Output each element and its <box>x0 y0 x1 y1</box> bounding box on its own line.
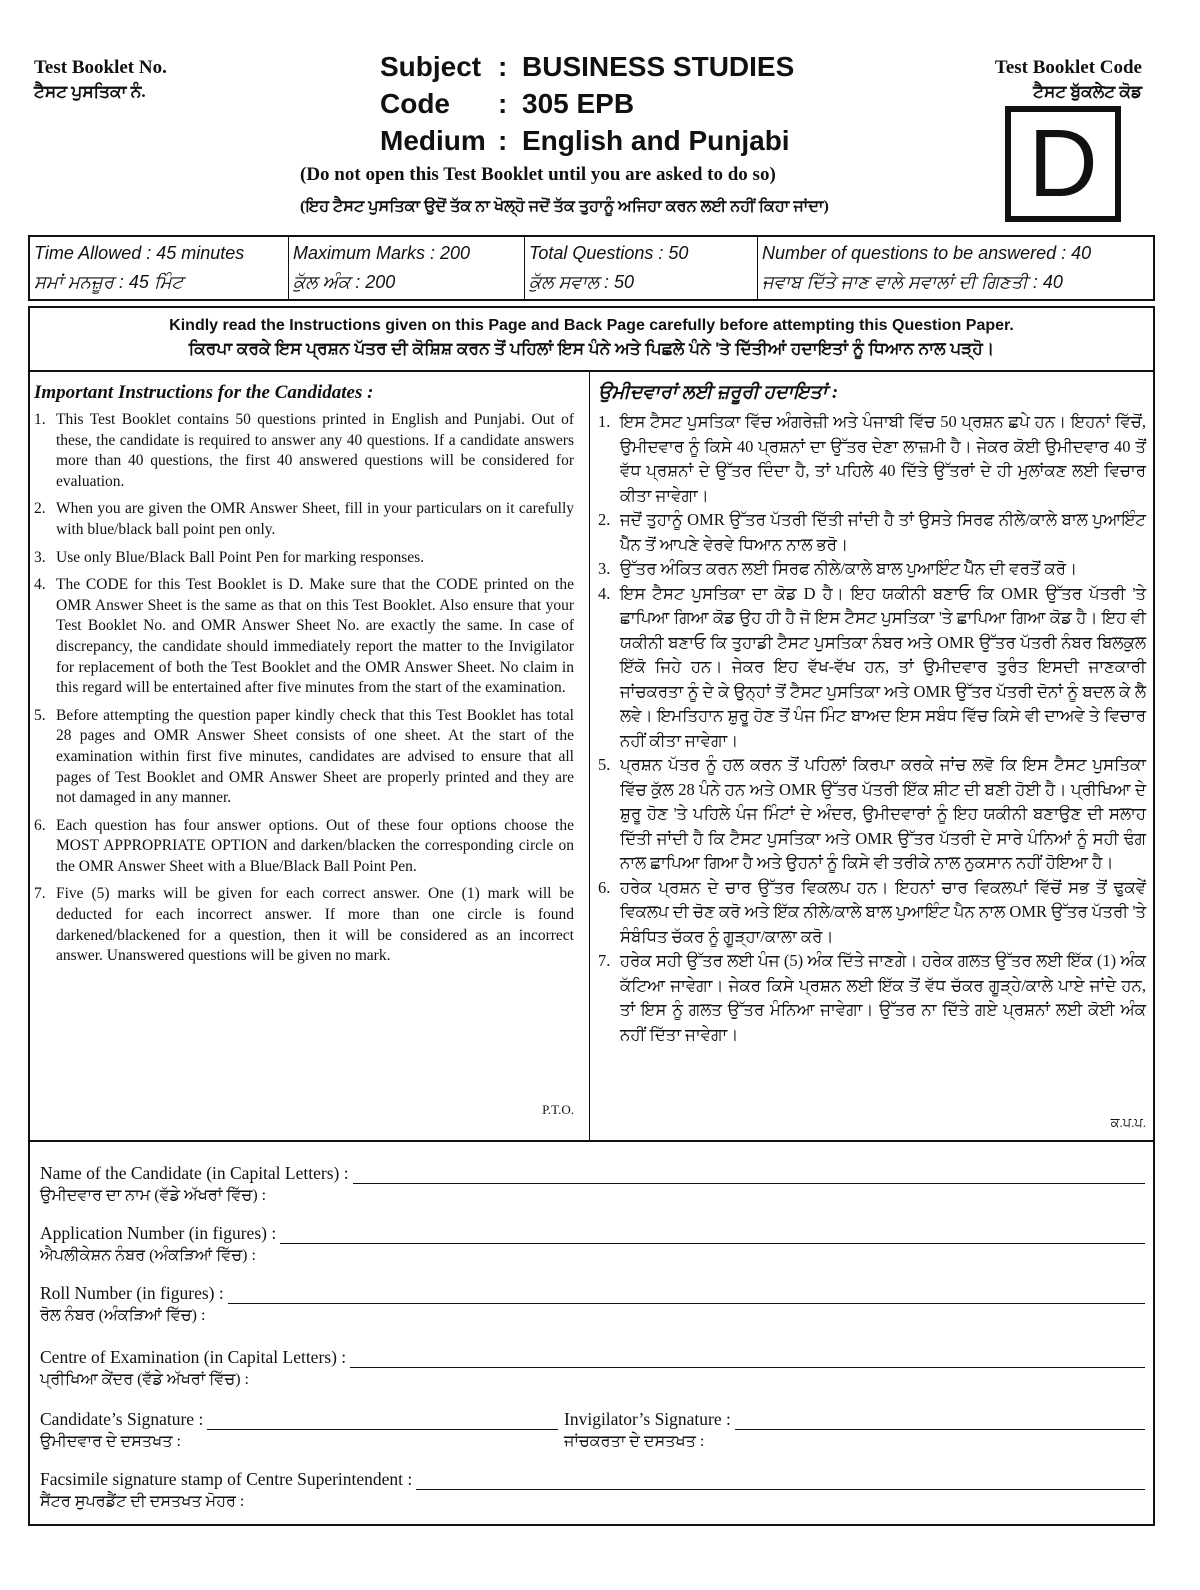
time-allowed-en: Time Allowed : 45 minutes <box>34 243 245 263</box>
name-row <box>40 1160 1145 1208</box>
booklet-code-label-pa: ਟੈਸਟ ਬੁੱਕਲੇਟ ਕੋਡ <box>1033 82 1142 101</box>
questions-to-answer-pa: ਜਵਾਬ ਦਿੱਤੇ ਜਾਣ ਵਾਲੇ ਸਵਾਲਾਂ ਦੀ ਗਿਣਤੀ : 40 <box>762 272 1063 292</box>
colon: : <box>498 88 508 119</box>
invigilator-signature-label-pa: ਜਾਂਚਕਰਤਾ ਦੇ ਦਸਤਖਤ : <box>564 1433 705 1450</box>
name-label: Name of the Candidate (in Capital Letters) : <box>40 1163 349 1183</box>
stamp-label-pa: ਸੈਂਟਰ ਸੁਪਰਡੈਂਟ ਦੀ ਦਸਤਖਤ ਮੋਹਰ : <box>40 1493 245 1510</box>
column-divider <box>589 370 590 1140</box>
instructions-title-en: Important Instructions for the Candidates : <box>34 382 374 403</box>
test-booklet-code <box>995 56 1142 104</box>
subject-key: Subject <box>380 51 482 82</box>
invigilator-signature-label: Invigilator’s Signature : <box>564 1409 731 1429</box>
name-field[interactable] <box>353 1166 1145 1184</box>
booklet-code-letter: D <box>1005 106 1121 222</box>
stamp-label: Facsimile signature stamp of Centre Superintendent : <box>40 1469 413 1489</box>
do-not-open-note-pa: (ਇਹ ਟੈਸਟ ਪੁਸਤਿਕਾ ਉਦੋਂ ਤੱਕ ਨਾ ਖੋਲ੍ਹੋ ਜਦੋਂ ਤੱਕ ਤੁਹਾਨੂੰ ਅਜਿਹਾ ਕਰਨ ਲਈ ਨਹੀਂ ਕਿਹਾ ਜਾਂਦਾ) <box>300 198 829 215</box>
instruction-item: 5. Before attempting the question paper kindly check that this Test Booklet has total 28 pages and OMR Answer Sheet consists of one sheet. At the start of the examination within first five minutes, candidates are advised to ensure that all pages of Test Booklet and OMR Answer Sheet are properly printed and they are not damaged in any manner. <box>34 706 574 807</box>
subject-block <box>380 48 794 159</box>
total-questions-pa: ਕੁੱਲ ਸਵਾਲ : 50 <box>529 272 635 292</box>
kindly-read-pa: ਕਿਰਪਾ ਕਰਕੇ ਇਸ ਪ੍ਰਸ਼ਨ ਪੱਤਰ ਦੀ ਕੋਸ਼ਿਸ਼ ਕਰਨ ਤੋਂ ਪਹਿਲਾਂ ਇਸ ਪੰਨੇ ਅਤੇ ਪਿਛਲੇ ਪੰਨੇ 'ਤੇ ਦਿੱਤੀਆਂ ਹਦਾਇਤਾਂ ਨੂੰ ਧਿਆਨ ਨਾਲ ਪੜ੍ਹੋ। <box>188 339 995 358</box>
header <box>0 48 1200 233</box>
pto-en: P.T.O. <box>542 1102 574 1117</box>
booklet-no-label-pa: ਟੈਸਟ ਪੁਸਤਿਕਾ ਨੰ. <box>34 82 146 101</box>
do-not-open-note-en: (Do not open this Test Booklet until you are asked to do so) <box>300 164 776 185</box>
roll-label: Roll Number (in figures) : <box>40 1283 224 1303</box>
roll-number-field[interactable] <box>228 1286 1145 1304</box>
divider <box>30 370 1153 372</box>
test-booklet-no <box>34 56 167 104</box>
instruction-item: 6. ਹਰੇਕ ਪ੍ਰਸ਼ਨ ਦੇ ਚਾਰ ਉੱਤਰ ਵਿਕਲਪ ਹਨ। ਇਹਨਾਂ ਚਾਰ ਵਿਕਲਪਾਂ ਵਿੱਚੋਂ ਸਭ ਤੋਂ ਢੁਕਵੇਂ ਵਿਕਲਪ ਦੀ ਚੋਣ ਕਰੋ ਅਤੇ ਇੱਕ ਨੀਲੇ/ਕਾਲੇ ਬਾਲ ਪੁਆਇੰਟ ਪੈਨ ਨਾਲ OMR ਉੱਤਰ ਪੱਤਰੀ 'ਤੇ ਸੰਬੰਧਿਤ ਚੱਕਰ ਨੂੰ ਗੂੜ੍ਹਾ/ਕਾਲਾ ਕਰੋ। <box>598 877 1146 946</box>
application-label-pa: ਐਪਲੀਕੇਸ਼ਨ ਨੰਬਰ (ਅੰਕੜਿਆਂ ਵਿੱਚ) : <box>40 1247 256 1264</box>
booklet-no-label-en: Test Booklet No. <box>34 57 167 78</box>
instruction-item: 4. The CODE for this Test Booklet is D. Make sure that the CODE printed on the OMR Answer Sheet is the same as that on this Test Booklet. Also ensure that your Test Booklet No. and OMR Answer Sheet No. are exactly the same. In case of discrepancy, the candidate should immediately report the matter to the Invigilator for replacement of both the Test Booklet and the OMR Answer Sheet. No claim in this regard will be entertained after five minutes from the start of the examination. <box>34 576 574 697</box>
roll-label-pa: ਰੋਲ ਨੰਬਰ (ਅੰਕੜਿਆਂ ਵਿੱਚ) : <box>40 1307 206 1324</box>
instruction-item: 7. Five (5) marks will be given for each correct answer. One (1) mark will be deducted for each incorrect answer. If more than one circle is found darkened/blackened for a question, then it will be considered as an incorrect answer. Unanswered questions will be given no mark. <box>34 885 574 965</box>
instruction-item: 1. This Test Booklet contains 50 questions printed in English and Punjabi. Out of these, the candidate is required to answer any 40 questions. If a candidate answers more than 40 questions, the first 40 answered questions will be considered for evaluation. <box>34 411 574 490</box>
roll-row <box>40 1280 1145 1328</box>
centre-row <box>40 1344 1145 1392</box>
code-key: Code <box>380 88 450 119</box>
instructions-frame <box>28 306 1155 1526</box>
centre-label: Centre of Examination (in Capital Letters) : <box>40 1347 347 1367</box>
instruction-item: 3. Use only Blue/Black Ball Point Pen for marking responses. <box>34 548 425 566</box>
instruction-item: 7. ਹਰੇਕ ਸਹੀ ਉੱਤਰ ਲਈ ਪੰਜ (5) ਅੰਕ ਦਿੱਤੇ ਜਾਣਗੇ। ਹਰੇਕ ਗਲਤ ਉੱਤਰ ਲਈ ਇੱਕ (1) ਅੰਕ ਕੱਟਿਆ ਜਾਵੇਗਾ। ਜੇਕਰ ਕਿਸੇ ਪ੍ਰਸ਼ਨ ਲਈ ਇੱਕ ਤੋਂ ਵੱਧ ਚੱਕਰ ਗੂੜ੍ਹੇ/ਕਾਲੇ ਪਾਏ ਜਾਂਦੇ ਹਨ, ਤਾਂ ਇਸ ਨੂੰ ਗਲਤ ਉੱਤਰ ਮੰਨਿਆ ਜਾਵੇਗਾ। ਉੱਤਰ ਨਾ ਦਿੱਤੇ ਗਏ ਪ੍ਰਸ਼ਨਾਂ ਲਈ ਕੋਈ ਅੰਕ ਨਹੀਂ ਦਿੱਤਾ ਜਾਵੇਗਾ। <box>598 951 1146 1044</box>
instruction-item: 2. ਜਦੋਂ ਤੁਹਾਨੂੰ OMR ਉੱਤਰ ਪੱਤਰੀ ਦਿੱਤੀ ਜਾਂਦੀ ਹੈ ਤਾਂ ਉਸਤੇ ਸਿਰਫ ਨੀਲੇ/ਕਾਲੇ ਬਾਲ ਪੁਆਇੰਟ ਪੈੱਨ ਤੋਂ ਆਪਣੇ ਵੇਰਵੇ ਧਿਆਨ ਨਾਲ ਭਰੋ। <box>598 510 1146 554</box>
kindly-read-notice <box>30 314 1153 360</box>
application-number-field[interactable] <box>280 1226 1145 1244</box>
stamp-field[interactable] <box>416 1472 1145 1490</box>
centre-label-pa: ਪ੍ਰੀਖਿਆ ਕੇਂਦਰ (ਵੱਡੇ ਅੱਖਰਾਂ ਵਿੱਚ) : <box>40 1371 250 1388</box>
instruction-item: 4. ਇਸ ਟੈਸਟ ਪੁਸਤਿਕਾ ਦਾ ਕੋਡ D ਹੈ। ਇਹ ਯਕੀਨੀ ਬਣਾਓ ਕਿ OMR ਉੱਤਰ ਪੱਤਰੀ 'ਤੇ ਛਾਪਿਆ ਗਿਆ ਕੋਡ ਉਹ ਹੀ ਹੈ ਜੋ ਇਸ ਟੈਸਟ ਪੁਸਤਿਕਾ 'ਤੇ ਛਾਪਿਆ ਗਿਆ ਕੋਡ ਹੈ। ਇਹ ਵੀ ਯਕੀਨੀ ਬਣਾਓ ਕਿ ਤੁਹਾਡੀ ਟੈਸਟ ਪੁਸਤਿਕਾ ਨੰਬਰ ਅਤੇ OMR ਉੱਤਰ ਪੱਤਰੀ ਨੰਬਰ ਬਿਲਕੁਲ ਇੱਕੋ ਜਿਹੇ ਹਨ। ਜੇਕਰ ਇਹ ਵੱਖ-ਵੱਖ ਹਨ, ਤਾਂ ਉਮੀਦਵਾਰ ਤੁਰੰਤ ਇਸਦੀ ਜਾਣਕਾਰੀ ਜਾਂਚਕਰਤਾ ਨੂੰ ਦੇ ਕੇ ਉਨ੍ਹਾਂ ਤੋਂ ਟੈਸਟ ਪੁਸਤਿਕਾ ਅਤੇ OMR ਉੱਤਰ ਪੱਤਰੀ ਦੋਨਾਂ ਨੂੰ ਬਦਲ ਕੇ ਲੈ ਲਵੇ। ਇਮਤਿਹਾਨ ਸ਼ੁਰੂ ਹੋਣ ਤੋਂ ਪੰਜ ਮਿੰਟ ਬਾਅਦ ਇਸ ਸਬੰਧ ਵਿੱਚ ਕਿਸੇ ਵੀ ਦਾਅਵੇ ਤੇ ਵਿਚਾਰ ਨਹੀਂ ਕੀਤਾ ਜਾਵੇਗਾ। <box>598 583 1146 750</box>
instruction-item: 1. ਇਸ ਟੈਸਟ ਪੁਸਤਿਕਾ ਵਿੱਚ ਅੰਗਰੇਜ਼ੀ ਅਤੇ ਪੰਜਾਬੀ ਵਿੱਚ 50 ਪ੍ਰਸ਼ਨ ਛਪੇ ਹਨ। ਇਹਨਾਂ ਵਿੱਚੋਂ, ਉਮੀਦਵਾਰ ਨੂੰ ਕਿਸੇ 40 ਪ੍ਰਸ਼ਨਾਂ ਦਾ ਉੱਤਰ ਦੇਣਾ ਲਾਜ਼ਮੀ ਹੈ। ਜੇਕਰ ਕੋਈ ਉਮੀਦਵਾਰ 40 ਤੋਂ ਵੱਧ ਪ੍ਰਸ਼ਨਾਂ ਦੇ ਉੱਤਰ ਦਿੰਦਾ ਹੈ, ਤਾਂ ਪਹਿਲੇ 40 ਦਿੱਤੇ ਉੱਤਰਾਂ ਦੇ ਹੀ ਮੁਲਾਂਕਣ ਲਈ ਵਿਚਾਰ ਕੀਤਾ ਜਾਵੇਗਾ। <box>598 412 1146 505</box>
instruction-item: 5. ਪ੍ਰਸ਼ਨ ਪੱਤਰ ਨੂੰ ਹਲ ਕਰਨ ਤੋਂ ਪਹਿਲਾਂ ਕਿਰਪਾ ਕਰਕੇ ਜਾਂਚ ਲਵੋ ਕਿ ਇਸ ਟੈਸਟ ਪੁਸਤਿਕਾ ਵਿੱਚ ਕੁੱਲ 28 ਪੰਨੇ ਹਨ ਅਤੇ OMR ਉੱਤਰ ਪੱਤਰੀ ਇੱਕ ਸ਼ੀਟ ਦੀ ਬਣੀ ਹੋਈ ਹੈ। ਪ੍ਰੀਖਿਆ ਦੇ ਸ਼ੁਰੂ ਹੋਣ 'ਤੇ ਪਹਿਲੇ ਪੰਜ ਮਿੰਟਾਂ ਦੇ ਅੰਦਰ, ਉਮੀਦਵਾਰਾਂ ਨੂੰ ਇਹ ਯਕੀਨੀ ਬਣਾਉਣ ਦੀ ਸਲਾਹ ਦਿੱਤੀ ਜਾਂਦੀ ਹੈ ਕਿ ਟੈਸਟ ਪੁਸਤਿਕਾ ਅਤੇ OMR ਉੱਤਰ ਪੱਤਰੀ ਦੇ ਸਾਰੇ ਪੰਨਿਆਂ ਨੂੰ ਸਹੀ ਢੰਗ ਨਾਲ ਛਾਪਿਆ ਗਿਆ ਹੈ ਅਤੇ ਉਹਨਾਂ ਨੂੰ ਕਿਸੇ ਵੀ ਤਰੀਕੇ ਨਾਲ ਨੁਕਸਾਨ ਨਹੀਂ ਹੋਇਆ ਹੈ। <box>598 755 1146 872</box>
medium-key: Medium <box>380 125 486 156</box>
name-label-pa: ਉਮੀਦਵਾਰ ਦਾ ਨਾਮ (ਵੱਡੇ ਅੱਖਰਾਂ ਵਿੱਚ) : <box>40 1187 267 1204</box>
instructions-english <box>34 382 574 1117</box>
instruction-item: 3. ਉੱਤਰ ਅੰਕਿਤ ਕਰਨ ਲਈ ਸਿਰਫ ਨੀਲੇ/ਕਾਲੇ ਬਾਲ ਪੁਆਇੰਟ ਪੈੱਨ ਦੀ ਵਰਤੋਂ ਕਰੋ। <box>598 559 1078 578</box>
centre-field[interactable] <box>350 1350 1145 1368</box>
maximum-marks-pa: ਕੁੱਲ ਅੰਕ : 200 <box>293 272 396 292</box>
candidate-signature-label-pa: ਉਮੀਦਵਾਰ ਦੇ ਦਸਤਖਤ : <box>40 1433 181 1450</box>
candidate-signature-label: Candidate’s Signature : <box>40 1409 204 1429</box>
time-allowed-pa: ਸਮਾਂ ਮਨਜ਼ੂਰ : 45 ਮਿੰਟ <box>34 272 184 292</box>
instruction-item: 6. Each question has four answer options. Out of these four options choose the MOST APPROPRIATE OPTION and darken/blacken the corresponding circle on the OMR Answer Sheet with a Blue/Black Ball Point Pen. <box>34 816 574 875</box>
time-allowed <box>30 237 289 299</box>
questions-to-answer <box>758 237 1153 299</box>
code-value: 305 EPB <box>522 88 635 119</box>
instructions-punjabi <box>598 382 1146 1130</box>
candidate-signature-field[interactable] <box>207 1412 558 1430</box>
application-label: Application Number (in figures) : <box>40 1223 277 1243</box>
divider <box>30 1140 1153 1142</box>
signature-row <box>40 1406 1145 1454</box>
colon: : <box>498 51 508 82</box>
instruction-item: 2. When you are given the OMR Answer Sheet, fill in your particulars on it carefully with blue/black ball point pen only. <box>34 500 574 538</box>
invigilator-signature-field[interactable] <box>735 1412 1145 1430</box>
subject-value: BUSINESS STUDIES <box>522 51 795 82</box>
questions-to-answer-en: Number of questions to be answered : 40 <box>762 243 1092 263</box>
medium-value: English and Punjabi <box>522 125 790 156</box>
pto-pa: ਕ.ਪ.ਪ. <box>1110 1115 1146 1130</box>
maximum-marks-en: Maximum Marks : 200 <box>293 243 471 263</box>
maximum-marks <box>289 237 525 299</box>
instructions-title-pa: ਉਮੀਦਵਾਰਾਂ ਲਈ ਜ਼ਰੂਰੀ ਹਦਾਇਤਾਂ : <box>598 382 839 403</box>
kindly-read-en: Kindly read the Instructions given on this Page and Back Page carefully before attempting this Question Paper. <box>169 317 1014 334</box>
application-row <box>40 1220 1145 1268</box>
total-questions-en: Total Questions : 50 <box>529 243 689 263</box>
colon: : <box>498 125 508 156</box>
total-questions <box>525 237 758 299</box>
booklet-code-label-en: Test Booklet Code <box>994 57 1142 78</box>
stamp-row <box>40 1466 1145 1514</box>
exam-info-bar <box>28 235 1155 301</box>
